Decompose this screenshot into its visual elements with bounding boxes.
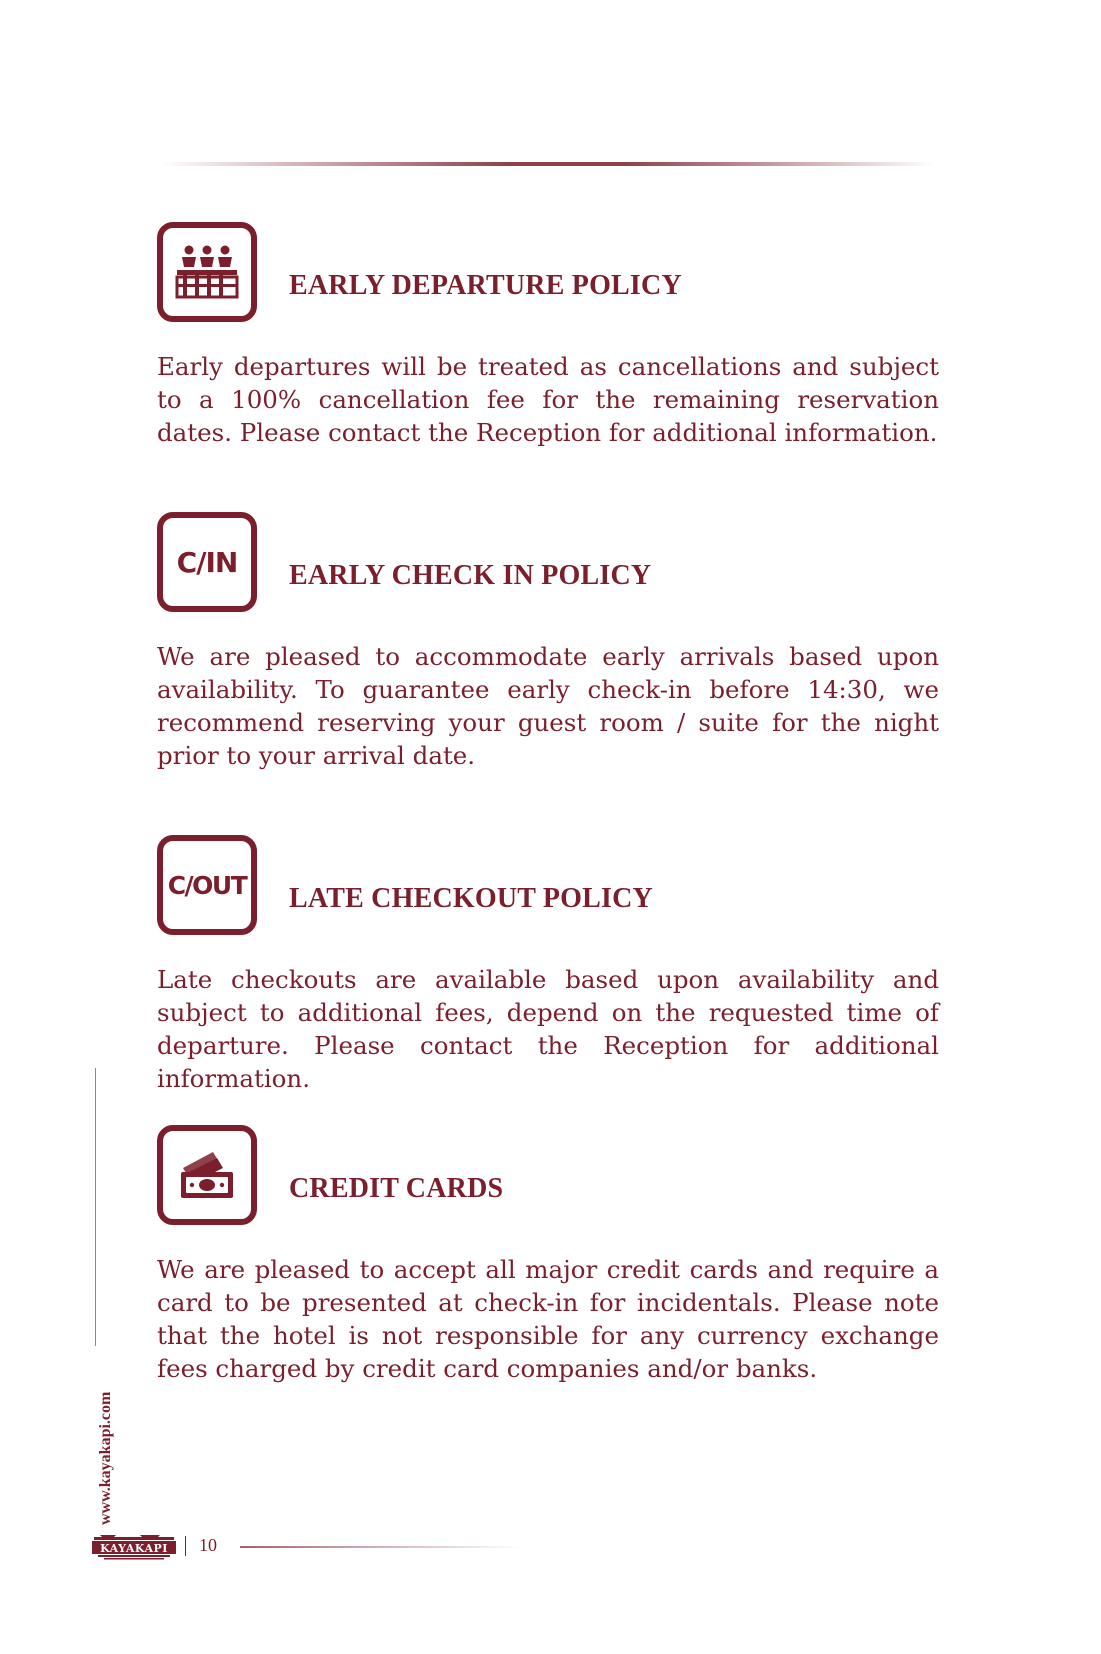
section-heading: EARLY CHECK IN POLICY [289,560,652,591]
footer-separator [185,1536,186,1556]
footer-divider [240,1546,520,1548]
check-in-icon-label: C/IN [176,545,238,579]
check-in-icon [157,512,257,612]
top-divider [160,162,935,166]
section-heading: EARLY DEPARTURE POLICY [289,270,682,301]
section-body: We are pleased to accommodate early arrivals based upon availability. To guarantee early check-in before 14:30, we recommend reserving your guest room / suite for the night prior to your arrival date. [157,642,939,770]
section-heading: CREDIT CARDS [289,1173,504,1204]
section-body: Late checkouts are available based upon availability and subject to additional fees, depend on the requested time of departure. Please contact the Reception for additional information. [157,965,939,1093]
website-url: www.kayakapi.com [97,1391,114,1525]
section-heading: LATE CHECKOUT POLICY [289,883,653,914]
money-cards-icon [157,1125,257,1225]
sidebar-divider [95,1068,96,1346]
section-body: Early departures will be treated as cancellations and subject to a 100% cancellation fee for the remaining reservation dates. Please contact the Reception for additional information. [157,352,939,447]
people-at-counter-icon [157,222,257,322]
check-out-icon [157,835,257,935]
svg-text:KAYAKAPI: KAYAKAPI [100,1542,168,1555]
check-out-icon-label: C/OUT [167,870,247,900]
kayakapi-logo [90,1533,178,1561]
page-number: 10 [199,1535,217,1555]
section-body: We are pleased to accept all major credit cards and require a card to be presented at check-in for incidentals. Please note that the hotel is not responsible for any currency exchange fees charged by credit card companies and/or banks. [157,1255,939,1383]
